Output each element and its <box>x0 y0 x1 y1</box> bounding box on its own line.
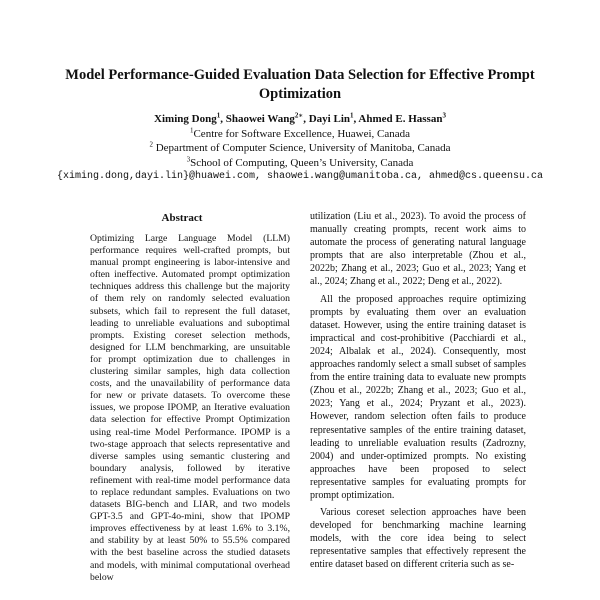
author-names: Ximing Dong$^1$, Shaowei Wang$^{2∗}$, Dayi Lin$^1$, Ahmed E. Hassan$^3$ <box>154 111 446 125</box>
title-line-1: Model Performance-Guided Evaluation Data Selection for Effective Prompt <box>65 67 535 83</box>
abstract-heading: Abstract <box>161 212 203 224</box>
intro-column <box>310 210 526 576</box>
affiliation-1: $^1$Centre for Software Excellence, Huawei, Canada <box>189 125 411 140</box>
author-3: Dayi Lin <box>308 113 350 125</box>
paper-title <box>40 66 560 104</box>
title-line-2: Optimization <box>258 86 342 102</box>
author-1: Ximing Dong <box>154 113 217 125</box>
author-block <box>0 112 600 185</box>
author-4: Ahmed E. Hassan <box>358 113 443 125</box>
paragraph-1: utilization (Liu et al., 2023). To avoid the process of manually creating prompts, recent work aims to automate the process of generating natural language prompts that are also interpretable (Zhou et al., 2022b; Zhang et al., 2023; Guo et al., 2023; Yang et al., 2024; Zhang et al., 2022; Deng et al., 2022). <box>310 211 526 288</box>
abstract-text: Optimizing Large Language Model (LLM) performance requires well-crafted prompts, but manual prompt engineering is labor-intensive and often ineffective. Automated prompt optimization techniques address this challenge but the majority of them rely on randomly selected evaluation subsets, which fail to represent the full dataset, leading to unreliable evaluations and suboptimal prompts. Existing coreset selection methods, designed for LLM benchmarking, are unsuitable for prompt optimization due to challenges in clustering similar samples, high data collection costs, and the unavailability of performance data for new or private datasets. To overcome these issues, we propose IPOMP, an Iterative evaluation data selection for effective Prompt Optimization using real-time Model Performance. IPOMP is a two-stage approach that selects representative and diverse samples using semantic clustering and boundary analysis, followed by iterative refinement with real-time model performance data to replace redundant samples. Evaluations on two datasets BIG-bench and LIAR, and two models GPT-3.5 and GPT-4o-mini, show that IPOMP improves effectiveness by at least 1.6% to 3.1%, and stability by at least 50% to 55.5% compared with the best baseline across the studied datasets and models, with minimal computational overhead below <box>90 233 290 583</box>
paragraph-2: All the proposed approaches require optimizing prompts by evaluating them over an evaluation dataset. However, using the entire training dataset is impractical and cost-prohibitive (Pacchiardi et al., 2024; Albalak et al., 2024). Consequently, most approaches randomly select a small subset of samples from the entire training data to evaluate new prompts (Zhou et al., 2022b; Zhang et al., 2023; Guo et al., 2023; Yang et al., 2024; Pryzant et al., 2023). However, random selection often fails to produce representative samples of the entire training dataset, leading to unreliable evaluation results (Zadrozny, 2004) and under-optimized prompts. No existing approaches have been proposed to select representative samples for evaluating prompts for prompt optimization. <box>310 293 526 501</box>
affiliation-3: $^3$School of Computing, Queen’s University, Canada <box>186 154 414 169</box>
paragraph-3: Various coreset selection approaches have been developed for benchmarking machine learning models, with the core idea being to select representative samples that effectively represent the entire dataset based on different criteria such as se- <box>310 507 526 571</box>
affiliation-2: $^2$ Department of Computer Science, University of Manitoba, Canada <box>149 140 451 154</box>
author-emails: {ximing.dong,dayi.lin}@huawei.com, shaowei.wang@umanitoba.ca, ahmed@cs.queensu.ca <box>56 171 544 182</box>
author-2: Shaowei Wang <box>225 113 295 125</box>
